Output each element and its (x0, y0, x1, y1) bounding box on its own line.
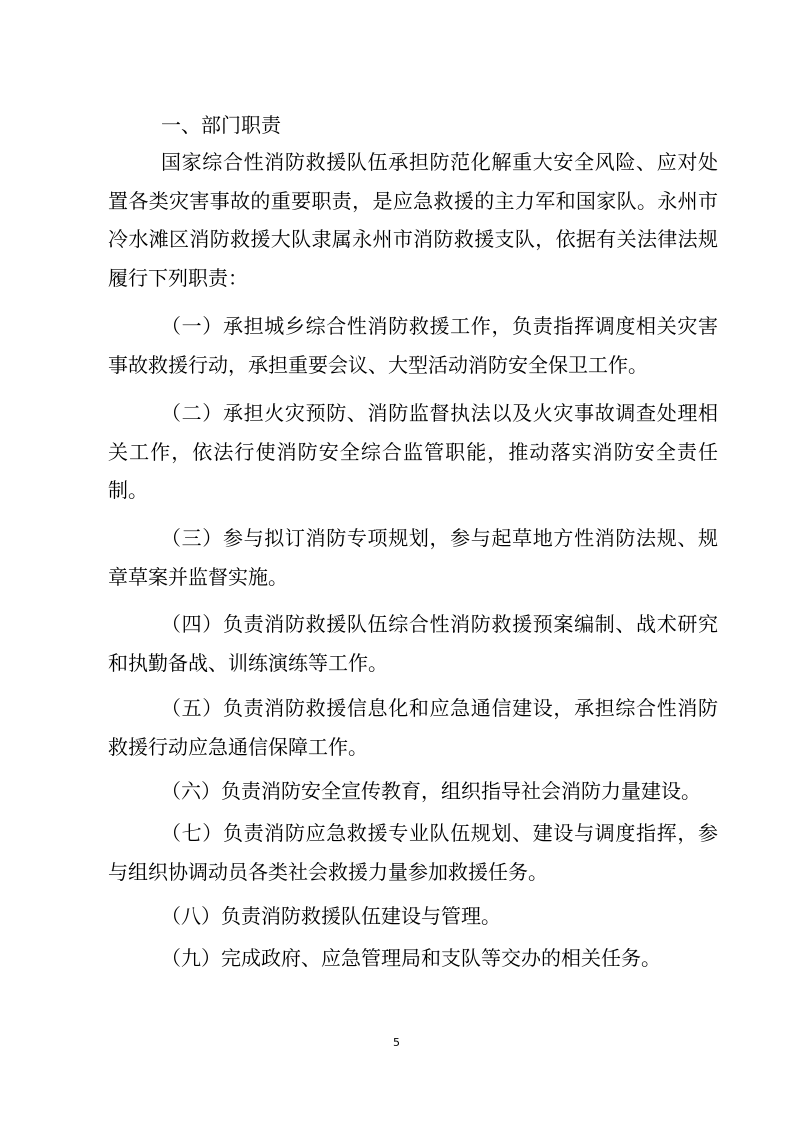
duty-item-6: （六）负责消防安全宣传教育，组织指导社会消防力量建设。 (161, 779, 701, 803)
duty-item-2: （二）承担火灾预防、消防监督执法以及火灾事故调查处理相关工作，依法行使消防安全综合监管职能，推动落实消防安全责任制。 (108, 401, 718, 502)
duty-item-5: （五）负责消防救援信息化和应急通信建设，承担综合性消防救援行动应急通信保障工作。 (108, 696, 718, 759)
intro-paragraph: 国家综合性消防救援队伍承担防范化解重大安全风险、应对处置各类灾害事故的重要职责，是应急救援的主力军和国家队。永州市冷水滩区消防救援大队隶属永州市消防救援支队，依据有关法律法规履行下列职责： (108, 150, 718, 290)
duty-item-9: （九）完成政府、应急管理局和支队等交办的相关任务。 (161, 946, 661, 970)
duty-item-7: （七）负责消防应急救援专业队伍规划、建设与调度指挥，参与组织协调动员各类社会救援力量参加救援任务。 (108, 821, 718, 884)
page-number: 5 (393, 1036, 400, 1049)
duty-item-3: （三）参与拟订消防专项规划，参与起草地方性消防法规、规章草案并监督实施。 (108, 526, 718, 589)
duty-item-8: （八）负责消防救援队伍建设与管理。 (161, 904, 501, 928)
section-heading: 一、部门职责 (161, 113, 281, 137)
duty-item-1: （一）承担城乡综合性消防救援工作，负责指挥调度相关灾害事故救援行动，承担重要会议、大型活动消防安全保卫工作。 (108, 314, 718, 377)
duty-item-4: （四）负责消防救援队伍综合性消防救援预案编制、战术研究和执勤备战、训练演练等工作。 (108, 612, 718, 675)
